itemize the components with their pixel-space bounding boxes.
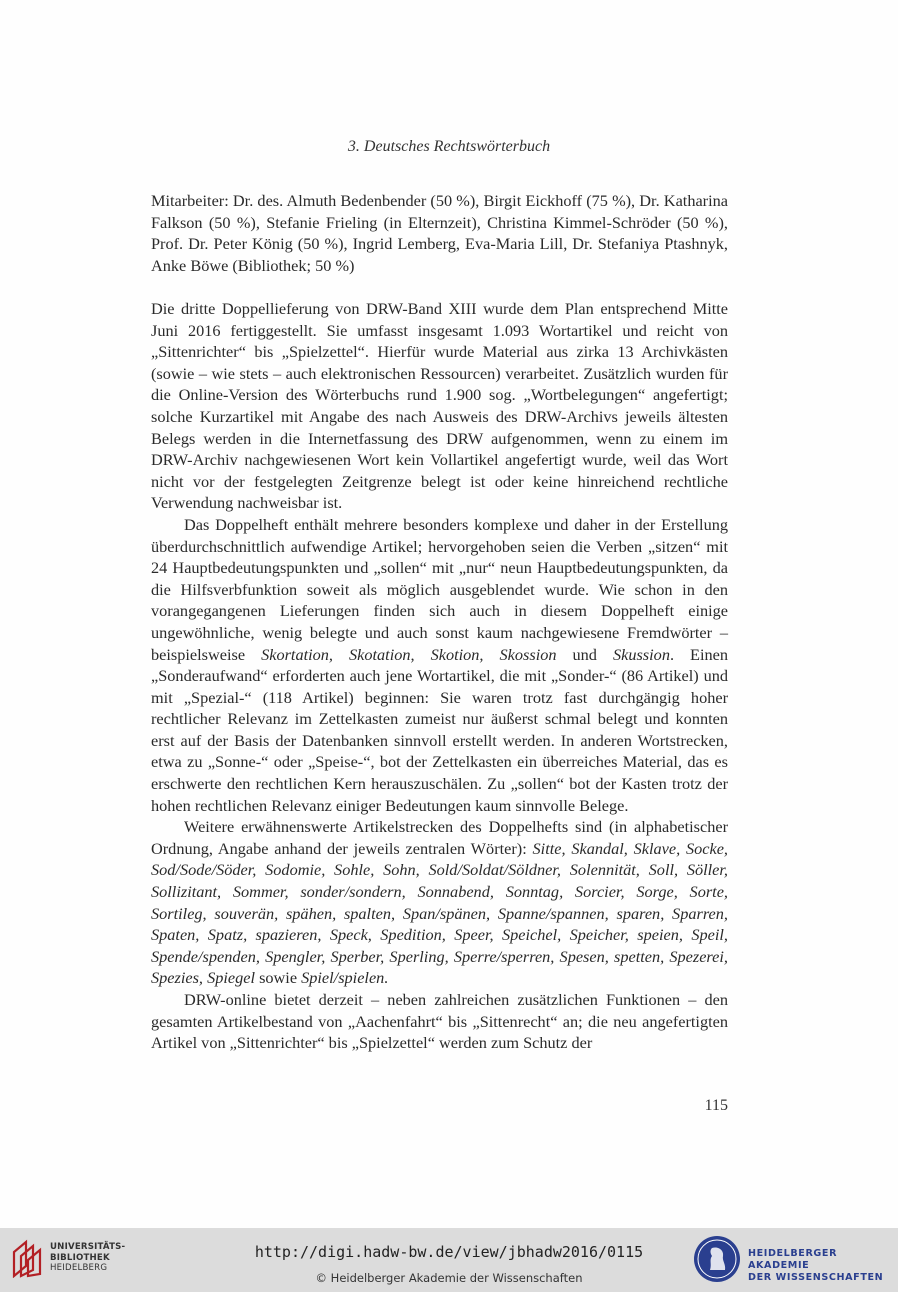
academy-seal-icon bbox=[692, 1234, 742, 1284]
copyright-notice: © Heidelberger Akademie der Wissenschaften bbox=[315, 1271, 583, 1285]
paragraph-2-und: und bbox=[556, 644, 613, 664]
paragraph-3-end: . bbox=[384, 968, 389, 988]
paragraph-2-text-a: Das Doppelheft enthält mehrere besonders komplexe und daher in der Erstellung überdurchschnittlich aufwendige Artikel; hervorgehoben seien die Verben „sitzen“ mit 24 Hauptbedeutungspunkten und „sollen“ mit „nur“ neun Hauptbedeutungspunkten, da die Hilfsverbfunktion soweit als möglich ausgeblendet wurde. Wie schon in den vorangegangenen Lieferungen finden sich auch in diesem Doppelheft einige ungewöhnliche, wenig belegte und auch sonst kaum nachgewiesene Fremdwörter – beispielsweise bbox=[151, 514, 728, 664]
paragraph-1: Die dritte Doppellieferung von DRW-Band XIII wurde dem Plan entsprechend Mitte Juni 2016 fertiggestellt. Sie umfasst insgesamt 1.093 Wortartikel und reicht von „Sittenrichter“ bis „Spielzettel“. Hierfür wurde Material aus zirka 13 Archivkästen (sowie – wie stets – auch elektronischen Ressourcen) verarbeitet. Zusätzlich wurden für die Online-Version des Wörterbuchs rund 1.900 sog. „Wortbelegungen“ angefertigt; solche Kurzartikel mit Angabe des nach Ausweis des DRW-Archivs jeweils ältesten Belegs werden in die Internetfassung des DRW aufgenommen, wenn zu einem im DRW-Archiv nachgewiesenen Wort kein Vollartikel angefertigt wurde, weil das Wort nicht vor der festgelegten Zeitgrenze belegt ist oder keine hinreichend rechtliche Verwendung nachweisbar ist. bbox=[151, 299, 728, 513]
paragraph-3-sowie: sowie bbox=[255, 968, 302, 988]
paragraph-2-term: Skussion bbox=[612, 644, 670, 664]
paragraph-3-terms: Sitte, Skandal, Sklave, Socke, Sod/Sode/Söder, Sodomie, Sohle, Sohn, Sold/Soldat/Söldner, Solennität, Soll, Söller, Sollizitant, Sommer, sonder/sondern, Sonnabend, Sonntag, Sorcier, Sorge, Sorte, Sortileg, souverän, spähen, spalten, Span/spänen, Spanne/spannen, sparen, Sparren, Spaten, Spatz, spazieren, Speck, Spedition, Speer, Speichel, Speicher, speien, Speil, Spende/spenden, Spengler, Sperber, Sperling, Sperre/sperren, Spesen, spetten, Spezerei, Spezies, Spiegel bbox=[151, 838, 729, 988]
paragraph-3-text: Weitere erwähnenswerte Artikelstrecken des Doppelhefts sind (in alphabetischer Ordnung, Angabe anhand der jeweils zentralen Wörter): bbox=[151, 817, 728, 858]
paragraph-3 bbox=[151, 816, 728, 989]
paragraph-2 bbox=[151, 514, 728, 816]
hadw-logo-text: HEIDELBERGER AKADEMIE DER WISSENSCHAFTEN bbox=[748, 1248, 884, 1283]
paragraph-4: DRW-online bietet derzeit – neben zahlreichen zusätzlichen Funktionen – den gesamten Artikelbestand von „Aachenfahrt“ bis „Sittenrecht“ an; die neu angefertigten Artikel von „Sittenrichter“ bis „Spielzettel“ werden zum Schutz der bbox=[151, 990, 728, 1053]
viewer-footer bbox=[0, 1228, 898, 1292]
hadw-logo[interactable] bbox=[692, 1234, 892, 1286]
permalink-url[interactable]: http://digi.hadw-bw.de/view/jbhadw2016/0115 bbox=[254, 1243, 644, 1261]
page-number: 115 bbox=[704, 1097, 728, 1114]
running-head: 3. Deutsches Rechtswörterbuch bbox=[347, 138, 551, 155]
paragraph-3-term: Spiel/spielen bbox=[301, 968, 385, 988]
body-text bbox=[151, 298, 728, 1054]
ub-logo-text: UNIVERSITÄTS- BIBLIOTHEK HEIDELBERG bbox=[50, 1242, 126, 1273]
paragraph-2-text-b: . Einen „Sonderaufwand“ erforderten auch jene Wortartikel, die mit „Sonder-“ (86 Artikel) und mit „Spezial-“ (118 Artikel) beginnen: Sie waren trotz fast durchgängig hoher rechtlicher Relevanz im Zettelkasten zumeist nur äußerst schmal belegt und konnten erst auf der Basis der Datenbanken sinnvoll erstellt werden. In anderen Wortstrecken, etwa zu „Sonne-“ oder „Speise-“, bot der Zettelkasten ein überreiches Material, das es erschwerte den rechtlichen Kern herauszuschälen. Zu „sollen“ bot der Kasten trotz der hohen rechtlichen Relevanz einiger Bedeutungen kaum sinnvolle Belege. bbox=[151, 644, 729, 815]
staff-list: Mitarbeiter: Dr. des. Almuth Bedenbender (50 %), Birgit Eickhoff (75 %), Dr. Katharina Falkson (50 %), Stefanie Frieling (in Elternzeit), Christina Kimmel-Schröder (50 %), Prof. Dr. Peter König (50 %), Ingrid Lemberg, Eva-Maria Lill, Dr. Stefaniya Ptashnyk, Anke Böwe (Bibliothek; 50 %) bbox=[151, 191, 728, 275]
paragraph-2-terms: Skortation, Skotation, Skotion, Skossion bbox=[261, 644, 557, 664]
